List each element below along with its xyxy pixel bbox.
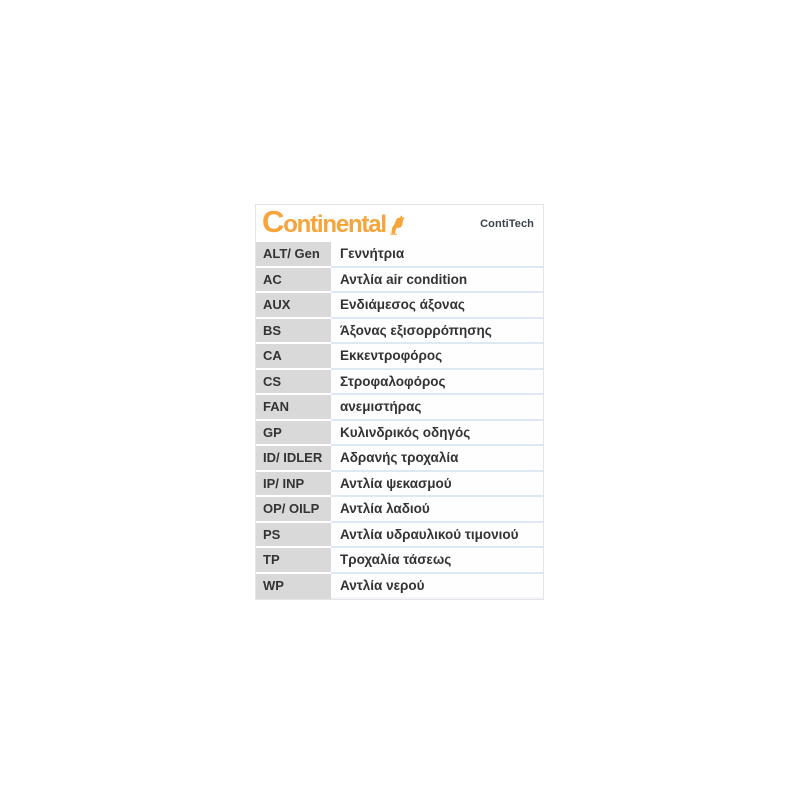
abbreviation-legend-card [255, 204, 544, 600]
desc-cell: Άξονας εξισορρόπησης [331, 319, 543, 345]
abbr-cell: PS [256, 523, 331, 549]
desc-cell: Ενδιάμεσος άξονας [331, 293, 543, 319]
table-row [256, 319, 543, 345]
abbr-cell: ID/ IDLER [256, 446, 331, 472]
table-row [256, 421, 543, 447]
continental-logo [262, 204, 405, 239]
continental-wordmark: Continental [262, 204, 386, 239]
desc-cell: Κυλινδρικός οδηγός [331, 421, 543, 447]
desc-cell: Τροχαλία τάσεως [331, 548, 543, 574]
table-row [256, 574, 543, 600]
abbr-cell: TP [256, 548, 331, 574]
legend-rows [256, 242, 543, 599]
card-header [256, 205, 543, 242]
desc-cell: Εκκεντροφόρος [331, 344, 543, 370]
table-row [256, 370, 543, 396]
desc-cell: ανεμιστήρας [331, 395, 543, 421]
abbr-cell: IP/ INP [256, 472, 331, 498]
abbr-cell: FAN [256, 395, 331, 421]
desc-cell: Αντλία air condition [331, 268, 543, 294]
contitech-label: ContiTech [480, 217, 534, 230]
desc-cell: Αντλία λαδιού [331, 497, 543, 523]
abbr-cell: CS [256, 370, 331, 396]
table-row [256, 548, 543, 574]
table-row [256, 344, 543, 370]
table-row [256, 395, 543, 421]
rearing-horse-icon [388, 214, 405, 235]
abbr-cell: WP [256, 574, 331, 600]
abbr-cell: AUX [256, 293, 331, 319]
desc-cell: Αντλία ψεκασμού [331, 472, 543, 498]
table-row [256, 472, 543, 498]
abbr-cell: CA [256, 344, 331, 370]
desc-cell: Στροφαλοφόρος [331, 370, 543, 396]
table-row [256, 497, 543, 523]
table-row [256, 523, 543, 549]
abbr-cell: AC [256, 268, 331, 294]
desc-cell: Αντλία νερού [331, 574, 543, 600]
table-row [256, 242, 543, 268]
abbr-cell: OP/ OILP [256, 497, 331, 523]
desc-cell: Αντλία υδραυλικού τιμονιού [331, 523, 543, 549]
abbr-cell: BS [256, 319, 331, 345]
desc-cell: Γεννήτρια [331, 242, 543, 268]
table-row [256, 446, 543, 472]
table-row [256, 293, 543, 319]
abbr-cell: ALT/ Gen [256, 242, 331, 268]
desc-cell: Αδρανής τροχαλία [331, 446, 543, 472]
abbr-cell: GP [256, 421, 331, 447]
table-row [256, 268, 543, 294]
